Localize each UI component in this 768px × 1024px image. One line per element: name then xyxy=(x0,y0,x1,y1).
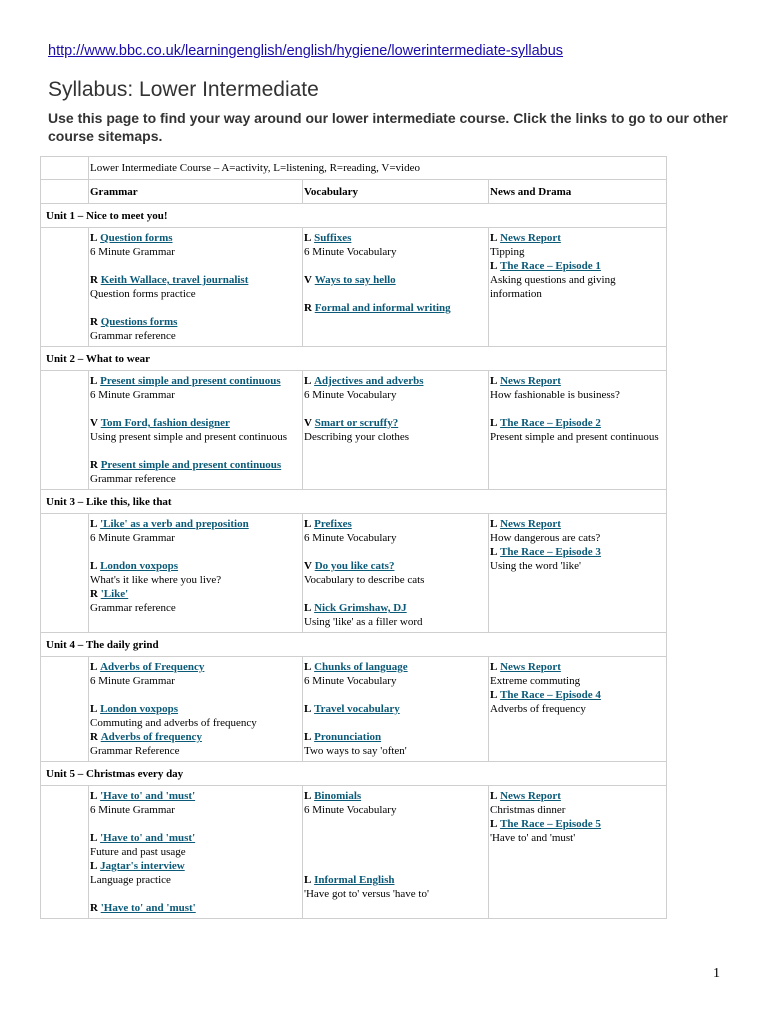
news-drama-cell xyxy=(489,228,667,347)
resource-entry xyxy=(304,730,487,744)
resource-link[interactable]: London voxpops xyxy=(100,703,179,715)
resource-entry xyxy=(90,660,301,674)
resource-description: Using 'like' as a filler word xyxy=(304,616,423,628)
resource-entry xyxy=(490,789,665,803)
resource-description: Christmas dinner xyxy=(490,804,566,816)
resource-type-label: R xyxy=(90,316,98,328)
unit-title: Unit 4 – The daily grind xyxy=(41,633,667,657)
resource-type-label: L xyxy=(490,546,498,558)
resource-type-label: V xyxy=(90,417,98,429)
vocabulary-cell xyxy=(303,228,489,347)
resource-link[interactable]: The Race – Episode 4 xyxy=(500,689,601,701)
resource-entry xyxy=(90,702,301,716)
resource-entry xyxy=(490,517,665,531)
spacer xyxy=(304,688,487,702)
resource-description: Grammar Reference xyxy=(90,745,180,757)
resource-description: Vocabulary to describe cats xyxy=(304,574,425,586)
resource-description: Two ways to say 'often' xyxy=(304,745,407,757)
resource-link[interactable]: Tom Ford, fashion designer xyxy=(100,417,230,429)
resource-link[interactable]: Binomials xyxy=(314,790,362,802)
unit-content-row xyxy=(41,371,667,490)
spacer xyxy=(90,444,301,458)
resource-entry xyxy=(304,517,487,531)
resource-description: Asking questions and giving information xyxy=(490,274,616,300)
unit-title: Unit 1 – Nice to meet you! xyxy=(41,204,667,228)
resource-description: Grammar reference xyxy=(90,473,176,485)
resource-entry xyxy=(490,688,665,702)
resource-type-label: L xyxy=(490,232,498,244)
resource-description: 6 Minute Vocabulary xyxy=(304,246,397,258)
resource-type-label: R xyxy=(90,902,98,914)
resource-link[interactable]: Present simple and present continuous xyxy=(100,459,282,471)
resource-link[interactable]: 'Have to' and 'must' xyxy=(100,832,196,844)
resource-link[interactable]: News Report xyxy=(500,661,561,673)
unit-spacer xyxy=(41,657,89,762)
resource-type-label: R xyxy=(90,588,98,600)
resource-link[interactable]: Formal and informal writing xyxy=(314,302,451,314)
spacer xyxy=(304,545,487,559)
resource-link[interactable]: The Race – Episode 5 xyxy=(500,818,601,830)
resource-type-label: L xyxy=(90,703,98,715)
resource-entry xyxy=(90,587,301,601)
header-spacer xyxy=(41,180,89,204)
resource-description: Using the word 'like' xyxy=(490,560,582,572)
resource-link[interactable]: Present simple and present continuous xyxy=(100,375,281,387)
resource-type-label: L xyxy=(90,232,98,244)
resource-link[interactable]: Prefixes xyxy=(314,518,352,530)
resource-entry xyxy=(90,273,301,287)
unit-spacer xyxy=(41,371,89,490)
resource-description: How dangerous are cats? xyxy=(490,532,601,544)
resource-entry xyxy=(490,259,665,273)
resource-type-label: V xyxy=(304,560,312,572)
resource-entry xyxy=(90,517,301,531)
resource-link[interactable]: Do you like cats? xyxy=(314,560,395,572)
page-url[interactable]: http://www.bbc.co.uk/learningenglish/english/hygiene/lowerintermediate-syllabus xyxy=(48,43,564,59)
resource-entry xyxy=(490,374,665,388)
resource-type-label: R xyxy=(304,302,312,314)
resource-link[interactable]: 'Have to' and 'must' xyxy=(100,902,196,914)
resource-description: Grammar reference xyxy=(90,602,176,614)
resource-entry xyxy=(490,660,665,674)
resource-type-label: L xyxy=(490,790,498,802)
resource-link[interactable]: Ways to say hello xyxy=(314,274,396,286)
resource-entry xyxy=(304,601,487,615)
spacer xyxy=(90,688,301,702)
resource-type-label: L xyxy=(90,560,98,572)
spacer xyxy=(304,845,487,859)
resource-link[interactable]: Adverbs of Frequency xyxy=(100,661,205,673)
resource-description: 6 Minute Grammar xyxy=(90,675,175,687)
header-row xyxy=(41,180,667,204)
resource-link[interactable]: Travel vocabulary xyxy=(314,703,400,715)
resource-type-label: L xyxy=(304,790,312,802)
resource-type-label: L xyxy=(490,375,498,387)
resource-entry xyxy=(90,559,301,573)
spacer xyxy=(304,716,487,730)
grammar-cell xyxy=(89,657,303,762)
spacer xyxy=(304,817,487,831)
resource-link[interactable]: 'Like' xyxy=(100,588,129,600)
resource-entry xyxy=(304,660,487,674)
spacer xyxy=(90,259,301,273)
resource-type-label: L xyxy=(304,874,312,886)
vocabulary-cell xyxy=(303,786,489,919)
spacer xyxy=(304,402,487,416)
resource-description: 6 Minute Grammar xyxy=(90,804,175,816)
resource-entry xyxy=(304,301,487,315)
spacer xyxy=(304,587,487,601)
resource-entry xyxy=(304,416,487,430)
resource-description: 6 Minute Grammar xyxy=(90,532,175,544)
grammar-cell xyxy=(89,228,303,347)
resource-description: 6 Minute Vocabulary xyxy=(304,389,397,401)
spacer xyxy=(304,259,487,273)
resource-type-label: L xyxy=(90,790,98,802)
resource-type-label: L xyxy=(304,602,312,614)
unit-content-row xyxy=(41,514,667,633)
resource-link[interactable]: Informal English xyxy=(314,874,395,886)
resource-link[interactable]: Jagtar's interview xyxy=(100,860,185,872)
spacer xyxy=(90,301,301,315)
resource-entry xyxy=(304,231,487,245)
resource-entry xyxy=(90,416,301,430)
resource-link[interactable]: News Report xyxy=(500,375,561,387)
resource-type-label: V xyxy=(304,274,312,286)
resource-description: 6 Minute Grammar xyxy=(90,246,175,258)
resource-entry xyxy=(304,789,487,803)
header-news-drama: News and Drama xyxy=(489,180,667,204)
resource-type-label: L xyxy=(90,518,98,530)
resource-entry xyxy=(304,374,487,388)
resource-link[interactable]: Pronunciation xyxy=(314,731,382,743)
resource-link[interactable]: News Report xyxy=(500,790,561,802)
resource-link[interactable]: The Race – Episode 2 xyxy=(500,417,601,429)
spacer xyxy=(90,402,301,416)
resource-link[interactable]: The Race – Episode 3 xyxy=(500,546,601,558)
unit-spacer xyxy=(41,514,89,633)
resource-entry xyxy=(90,789,301,803)
unit-title: Unit 5 – Christmas every day xyxy=(41,762,667,786)
resource-type-label: L xyxy=(304,232,312,244)
resource-link[interactable]: Adjectives and adverbs xyxy=(314,375,424,387)
unit-title-row xyxy=(41,204,667,228)
unit-title-row xyxy=(41,347,667,371)
resource-entry xyxy=(304,702,487,716)
resource-link[interactable]: Adverbs of frequency xyxy=(100,731,202,743)
resource-link[interactable]: News Report xyxy=(500,232,561,244)
resource-entry xyxy=(490,231,665,245)
grammar-cell xyxy=(89,371,303,490)
resource-link[interactable]: 'Have to' and 'must' xyxy=(100,790,196,802)
spacer xyxy=(304,831,487,845)
resource-description: Tipping xyxy=(490,246,525,258)
resource-entry xyxy=(490,416,665,430)
table-caption: Lower Intermediate Course – A=activity, L=listening, R=reading, V=video xyxy=(89,157,667,180)
news-drama-cell xyxy=(489,514,667,633)
resource-type-label: L xyxy=(490,260,498,272)
resource-entry xyxy=(90,374,301,388)
resource-type-label: L xyxy=(304,375,312,387)
resource-entry xyxy=(90,730,301,744)
resource-description: 6 Minute Vocabulary xyxy=(304,675,397,687)
unit-title-row xyxy=(41,762,667,786)
unit-content-row xyxy=(41,786,667,919)
resource-description: Question forms practice xyxy=(90,288,196,300)
resource-entry xyxy=(304,559,487,573)
spacer xyxy=(90,545,301,559)
resource-link[interactable]: Suffixes xyxy=(314,232,352,244)
resource-type-label: L xyxy=(490,417,498,429)
unit-spacer xyxy=(41,228,89,347)
resource-description: Describing your clothes xyxy=(304,431,410,443)
syllabus-table xyxy=(40,156,667,919)
resource-type-label: L xyxy=(304,731,312,743)
resource-link[interactable]: London voxpops xyxy=(100,560,179,572)
resource-description: Using present simple and present continuous xyxy=(90,431,288,443)
resource-description: Commuting and adverbs of frequency xyxy=(90,717,257,729)
resource-link[interactable]: Nick Grimshaw, DJ xyxy=(314,602,407,614)
resource-description: 'Have got to' versus 'have to' xyxy=(304,888,429,900)
header-grammar: Grammar xyxy=(89,180,303,204)
resource-link[interactable]: Questions forms xyxy=(100,316,178,328)
resource-link[interactable]: Chunks of language xyxy=(314,661,408,673)
header-vocabulary: Vocabulary xyxy=(303,180,489,204)
unit-title-row xyxy=(41,633,667,657)
resource-entry xyxy=(304,873,487,887)
resource-description: Language practice xyxy=(90,874,171,886)
resource-type-label: V xyxy=(304,417,312,429)
resource-link[interactable]: Smart or scruffy? xyxy=(314,417,399,429)
grammar-cell xyxy=(89,786,303,919)
intro-text: Use this page to find your way around our lower intermediate course. Click the links to go to our other course sitemaps. xyxy=(48,110,728,144)
news-drama-cell xyxy=(489,371,667,490)
resource-description: Present simple and present continuous xyxy=(490,431,659,443)
resource-entry xyxy=(90,458,301,472)
resource-description: 6 Minute Grammar xyxy=(90,389,175,401)
resource-link[interactable]: News Report xyxy=(500,518,561,530)
resource-type-label: R xyxy=(90,731,98,743)
resource-type-label: R xyxy=(90,274,98,286)
resource-description: 6 Minute Vocabulary xyxy=(304,532,397,544)
unit-title: Unit 2 – What to wear xyxy=(41,347,667,371)
unit-content-row xyxy=(41,657,667,762)
vocabulary-cell xyxy=(303,514,489,633)
spacer xyxy=(90,887,301,901)
unit-content-row xyxy=(41,228,667,347)
news-drama-cell xyxy=(489,786,667,919)
resource-description: Grammar reference xyxy=(90,330,176,342)
spacer xyxy=(90,817,301,831)
resource-type-label: L xyxy=(490,518,498,530)
resource-entry xyxy=(90,901,301,915)
resource-entry xyxy=(90,859,301,873)
resource-type-label: L xyxy=(90,832,98,844)
resource-type-label: L xyxy=(304,661,312,673)
unit-title: Unit 3 – Like this, like that xyxy=(41,490,667,514)
resource-entry xyxy=(90,315,301,329)
resource-type-label: L xyxy=(304,703,312,715)
resource-link[interactable]: The Race – Episode 1 xyxy=(500,260,601,272)
resource-entry xyxy=(304,273,487,287)
resource-entry xyxy=(490,545,665,559)
resource-type-label: L xyxy=(90,860,98,872)
resource-description: What's it like where you live? xyxy=(90,574,222,586)
resource-entry xyxy=(490,817,665,831)
resource-description: How fashionable is business? xyxy=(490,389,620,401)
vocabulary-cell xyxy=(303,657,489,762)
resource-link[interactable]: Question forms xyxy=(100,232,173,244)
resource-type-label: R xyxy=(90,459,98,471)
news-drama-cell xyxy=(489,657,667,762)
unit-title-row xyxy=(41,490,667,514)
spacer xyxy=(490,402,665,416)
page-title: Syllabus: Lower Intermediate xyxy=(48,78,319,101)
resource-description: 'Have to' and 'must' xyxy=(490,832,576,844)
resource-description: Extreme commuting xyxy=(490,675,581,687)
resource-type-label: L xyxy=(90,375,98,387)
resource-description: 6 Minute Vocabulary xyxy=(304,804,397,816)
resource-description: Adverbs of frequency xyxy=(490,703,586,715)
resource-entry xyxy=(90,231,301,245)
caption-row xyxy=(41,157,667,180)
resource-type-label: L xyxy=(490,661,498,673)
resource-link[interactable]: 'Like' as a verb and preposition xyxy=(100,518,249,530)
caption-spacer xyxy=(41,157,89,180)
unit-spacer xyxy=(41,786,89,919)
page-number: 1 xyxy=(713,966,720,981)
spacer xyxy=(304,859,487,873)
resource-entry xyxy=(90,831,301,845)
spacer xyxy=(304,287,487,301)
resource-description: Future and past usage xyxy=(90,846,186,858)
grammar-cell xyxy=(89,514,303,633)
resource-link[interactable]: Keith Wallace, travel journalist xyxy=(100,274,249,286)
resource-type-label: L xyxy=(490,818,498,830)
resource-type-label: L xyxy=(90,661,98,673)
vocabulary-cell xyxy=(303,371,489,490)
resource-type-label: L xyxy=(304,518,312,530)
resource-type-label: L xyxy=(490,689,498,701)
